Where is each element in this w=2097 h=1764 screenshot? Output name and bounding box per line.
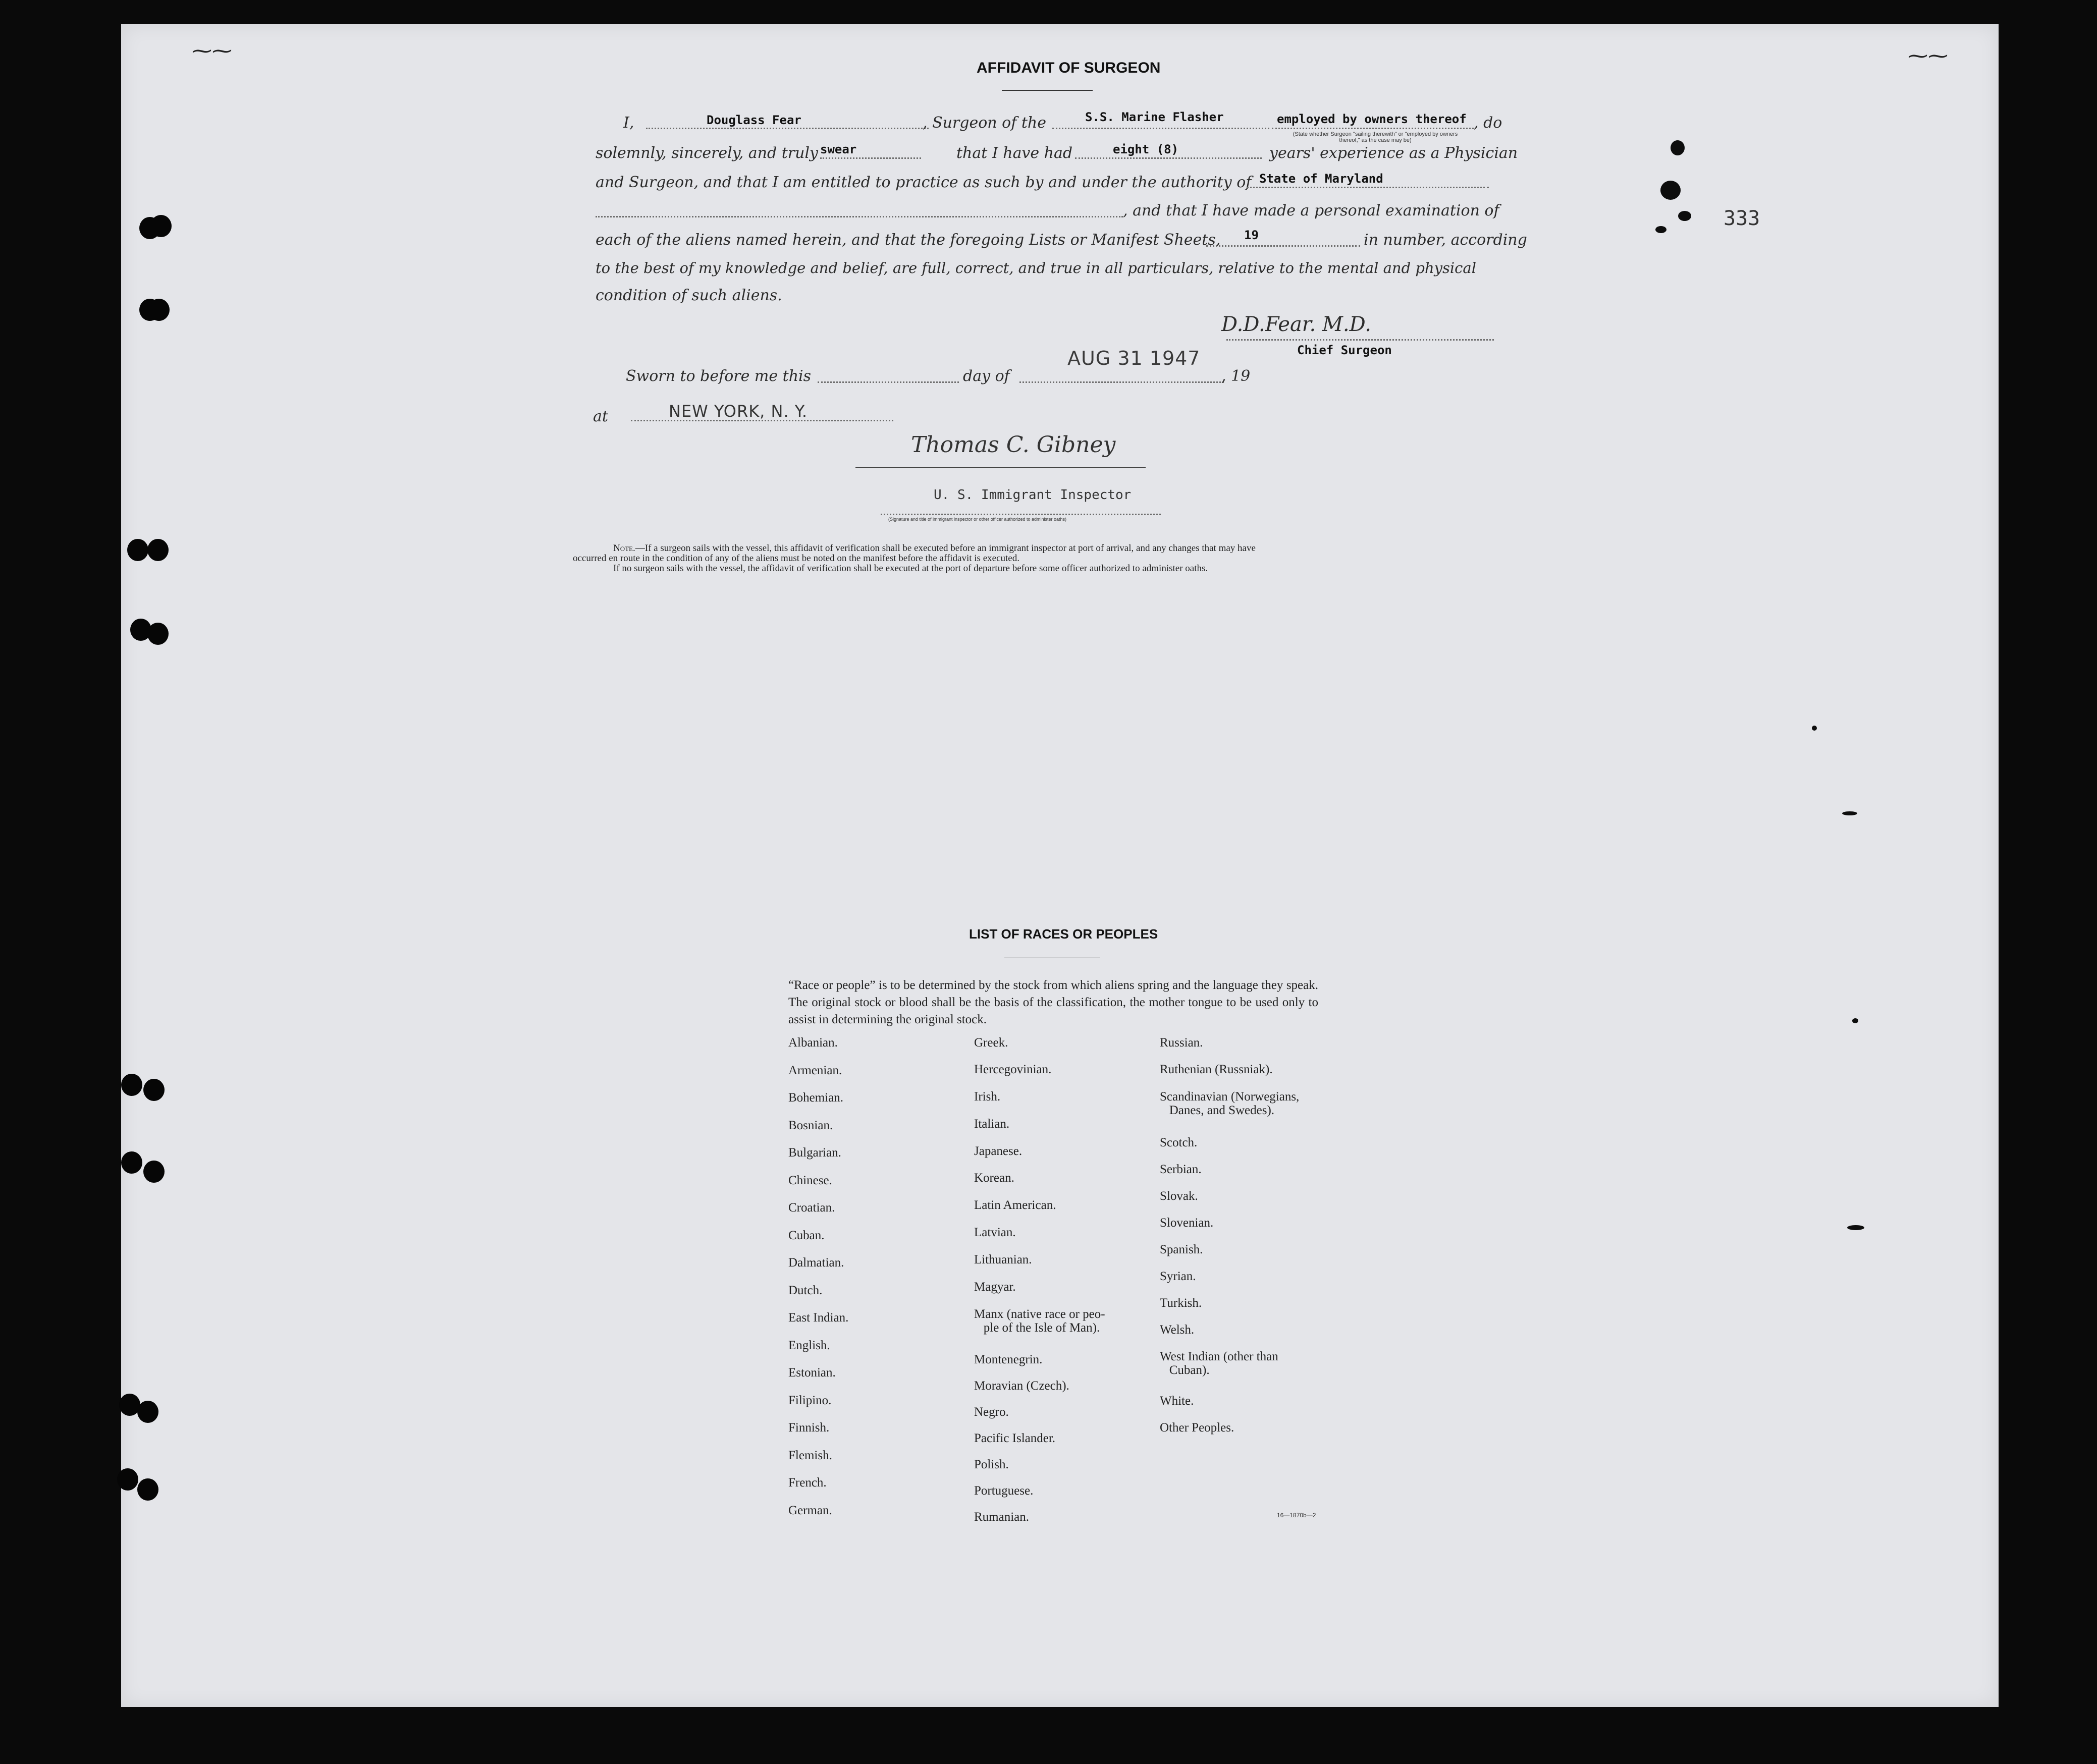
ink-speck <box>1812 726 1817 731</box>
race-entry: Moravian (Czech). <box>974 1379 1069 1393</box>
race-entry: Magyar. <box>974 1280 1016 1294</box>
affidavit-line3-prefix: and Surgeon, and that I am entitled to practice as such by and under the authority of <box>596 174 1252 191</box>
note-label: Note. <box>613 543 635 554</box>
race-entry: German. <box>788 1503 832 1517</box>
race-entry: Chinese. <box>788 1173 832 1187</box>
title-underline <box>1002 90 1093 91</box>
ink-blot <box>1678 211 1691 221</box>
corner-mark-left: ⁓⁓ <box>192 39 232 63</box>
race-entry: Rumanian. <box>974 1510 1030 1524</box>
page-number: 333 <box>1724 207 1760 230</box>
race-entry: Polish. <box>974 1458 1009 1471</box>
ink-blot <box>1655 226 1666 233</box>
binder-hole <box>150 215 172 237</box>
affidavit-line6: to the best of my knowledge and belief, are full, correct, and true in all particulars, relative to the mental and physical <box>596 259 1476 277</box>
race-entry: Dalmatian. <box>788 1256 844 1270</box>
years-line <box>1075 157 1262 159</box>
surgeon-signature-line <box>1226 339 1494 341</box>
note-text-1: —If a surgeon sails with the vessel, this affidavit of verification shall be executed before an immigrant inspector at port of arrival, and any changes that may have <box>635 543 1256 554</box>
employment-status: employed by owners thereof <box>1277 112 1467 126</box>
race-entry: Slovenian. <box>1160 1216 1214 1230</box>
affidavit-line5-prefix: each of the aliens named herein, and that the foregoing Lists or Manifest Sheets, <box>596 231 1221 249</box>
race-entry: Syrian. <box>1160 1270 1196 1283</box>
affidavit-line1-prefix: I, <box>623 114 634 132</box>
employment-note: (State whether Surgeon "sailing therewith" or "employed by owners thereof," as the case may be) <box>1293 131 1458 143</box>
sworn-day-of: day of <box>963 367 1010 385</box>
race-entry: Manx (native race or peo- ple of the Isle of Man). <box>974 1307 1105 1335</box>
race-entry: White. <box>1160 1394 1194 1408</box>
race-entry: Turkish. <box>1160 1296 1202 1310</box>
years-experience: eight (8) <box>1113 142 1179 156</box>
binder-hole <box>147 623 169 645</box>
race-entry: Ruthenian (Russniak). <box>1160 1063 1273 1076</box>
race-entry: Negro. <box>974 1405 1009 1419</box>
binder-hole <box>147 539 169 561</box>
race-entry: Montenegrin. <box>974 1353 1043 1366</box>
surgeon-signature: D.D.Fear. M.D. <box>1221 313 1371 336</box>
race-entry: Italian. <box>974 1117 1010 1131</box>
race-entry: Bosnian. <box>788 1118 833 1132</box>
races-title: LIST OF RACES OR PEOPLES <box>969 926 1158 942</box>
note-line-2: occurred en route in the condition of any of the aliens must be noted on the manifest before the affidavit is executed. <box>573 553 1019 564</box>
races-intro: “Race or people” is to be determined by the stock from which aliens spring and the language they speak. The original stock or blood shall be the basis of the classification, the mother tongue to be used only to assist in determining the original stock. <box>788 978 1318 1026</box>
binder-hole <box>121 1074 142 1096</box>
race-entry: Armenian. <box>788 1063 842 1077</box>
race-entry: Bohemian. <box>788 1091 844 1105</box>
race-entry: English. <box>788 1338 830 1352</box>
binder-hole <box>117 1468 138 1491</box>
race-entry: Japanese. <box>974 1144 1023 1158</box>
race-entry: French. <box>788 1476 827 1490</box>
race-entry: Finnish. <box>788 1421 830 1435</box>
race-entry: Portuguese. <box>974 1484 1034 1498</box>
binder-hole <box>121 1151 142 1174</box>
corner-mark-right: ⁓⁓ <box>1908 44 1948 68</box>
affidavit-line2-middle: that I have had <box>956 144 1073 162</box>
sworn-month-line <box>1019 381 1224 383</box>
affidavit-line7: condition of such aliens. <box>596 287 782 304</box>
race-entry: Scandinavian (Norwegians, Danes, and Swedes). <box>1160 1090 1300 1117</box>
inspector-line <box>881 514 1161 515</box>
sworn-prefix: Sworn to before me this <box>626 367 812 385</box>
surgeon-name-line <box>646 128 929 129</box>
race-entry: Welsh. <box>1160 1323 1195 1337</box>
race-entry: Lithuanian. <box>974 1253 1032 1266</box>
form-number: 16—1870b—2 <box>1277 1512 1316 1519</box>
affidavit-line2-suffix: years' experience as a Physician <box>1269 144 1518 162</box>
binder-hole <box>137 1478 158 1501</box>
race-entry: Other Peoples. <box>1160 1421 1234 1435</box>
employment-line <box>1272 128 1474 129</box>
race-entry: West Indian (other than Cuban). <box>1160 1350 1278 1377</box>
binder-hole <box>148 299 170 321</box>
race-entry: Serbian. <box>1160 1163 1202 1176</box>
place-stamp: NEW YORK, N. Y. <box>669 402 808 421</box>
race-entry: Latvian. <box>974 1226 1016 1239</box>
affidavit-title: AFFIDAVIT OF SURGEON <box>977 60 1161 76</box>
race-entry: Bulgarian. <box>788 1146 841 1160</box>
race-entry: East Indian. <box>788 1311 849 1325</box>
vessel-name: S.S. Marine Flasher <box>1085 110 1224 124</box>
race-entry: Korean. <box>974 1171 1014 1185</box>
binder-hole <box>127 539 148 561</box>
ink-blot <box>1671 140 1685 155</box>
race-entry: Hercegovinian. <box>974 1063 1052 1076</box>
race-entry: Pacific Islander. <box>974 1431 1056 1445</box>
oath-verb: swear <box>820 142 857 156</box>
binder-hole <box>137 1401 158 1423</box>
sheet-count: 19 <box>1244 228 1259 242</box>
authority-continuation-line <box>596 216 1123 217</box>
inspector-signature-underline <box>855 467 1146 468</box>
sworn-day-line <box>818 381 959 383</box>
race-entry: Spanish. <box>1160 1243 1203 1256</box>
affidavit-line2-prefix: solemnly, sincerely, and truly <box>596 144 819 162</box>
race-entry: Russian. <box>1160 1036 1203 1050</box>
ink-speck <box>1852 1018 1858 1023</box>
race-entry: Albanian. <box>788 1036 838 1050</box>
race-entry: Slovak. <box>1160 1189 1198 1203</box>
ink-blot <box>1660 181 1681 200</box>
affidavit-line5-suffix: in number, according <box>1364 231 1527 249</box>
binder-hole <box>143 1079 165 1101</box>
surgeon-name: Douglass Fear <box>707 113 801 127</box>
ink-speck <box>1847 1225 1864 1230</box>
vessel-line <box>1052 128 1269 129</box>
note-line-1 <box>613 543 1256 554</box>
race-entry: Scotch. <box>1160 1136 1198 1149</box>
practice-authority: State of Maryland <box>1259 172 1383 186</box>
binder-hole <box>143 1161 165 1183</box>
race-entry: Croatian. <box>788 1201 835 1215</box>
note-line-3: If no surgeon sails with the vessel, the affidavit of verification shall be executed at the port of departure before some officer authorized to administer oaths. <box>613 563 1208 574</box>
race-entry: Greek. <box>974 1036 1008 1050</box>
ink-speck <box>1842 811 1857 815</box>
race-entry: Filipino. <box>788 1393 832 1407</box>
surgeon-title: Chief Surgeon <box>1297 343 1392 357</box>
affidavit-line4: , and that I have made a personal examination of <box>1123 202 1499 219</box>
inspector-title: U. S. Immigrant Inspector <box>934 487 1132 503</box>
surgeon-of-label: , Surgeon of the <box>923 114 1046 132</box>
sheets-line <box>1206 245 1360 247</box>
race-entry: Cuban. <box>788 1228 825 1242</box>
date-stamp: AUG 31 1947 <box>1067 347 1201 369</box>
document-page <box>121 24 1999 1707</box>
oath-line <box>820 157 921 159</box>
race-entry: Flemish. <box>788 1448 832 1462</box>
inspector-caption: (Signature and title of immigrant inspector or other officer authorized to administer oaths) <box>888 517 1067 522</box>
sworn-year: , 19 <box>1221 367 1251 385</box>
race-entry: Estonian. <box>788 1366 836 1380</box>
race-entry: Irish. <box>974 1090 1001 1104</box>
race-entry: Dutch. <box>788 1283 823 1297</box>
inspector-signature: Thomas C. Gibney <box>911 432 1116 458</box>
at-label: at <box>593 408 608 425</box>
race-entry: Latin American. <box>974 1198 1056 1212</box>
authority-line <box>1247 187 1489 188</box>
affidavit-line1-do: , do <box>1474 114 1502 132</box>
